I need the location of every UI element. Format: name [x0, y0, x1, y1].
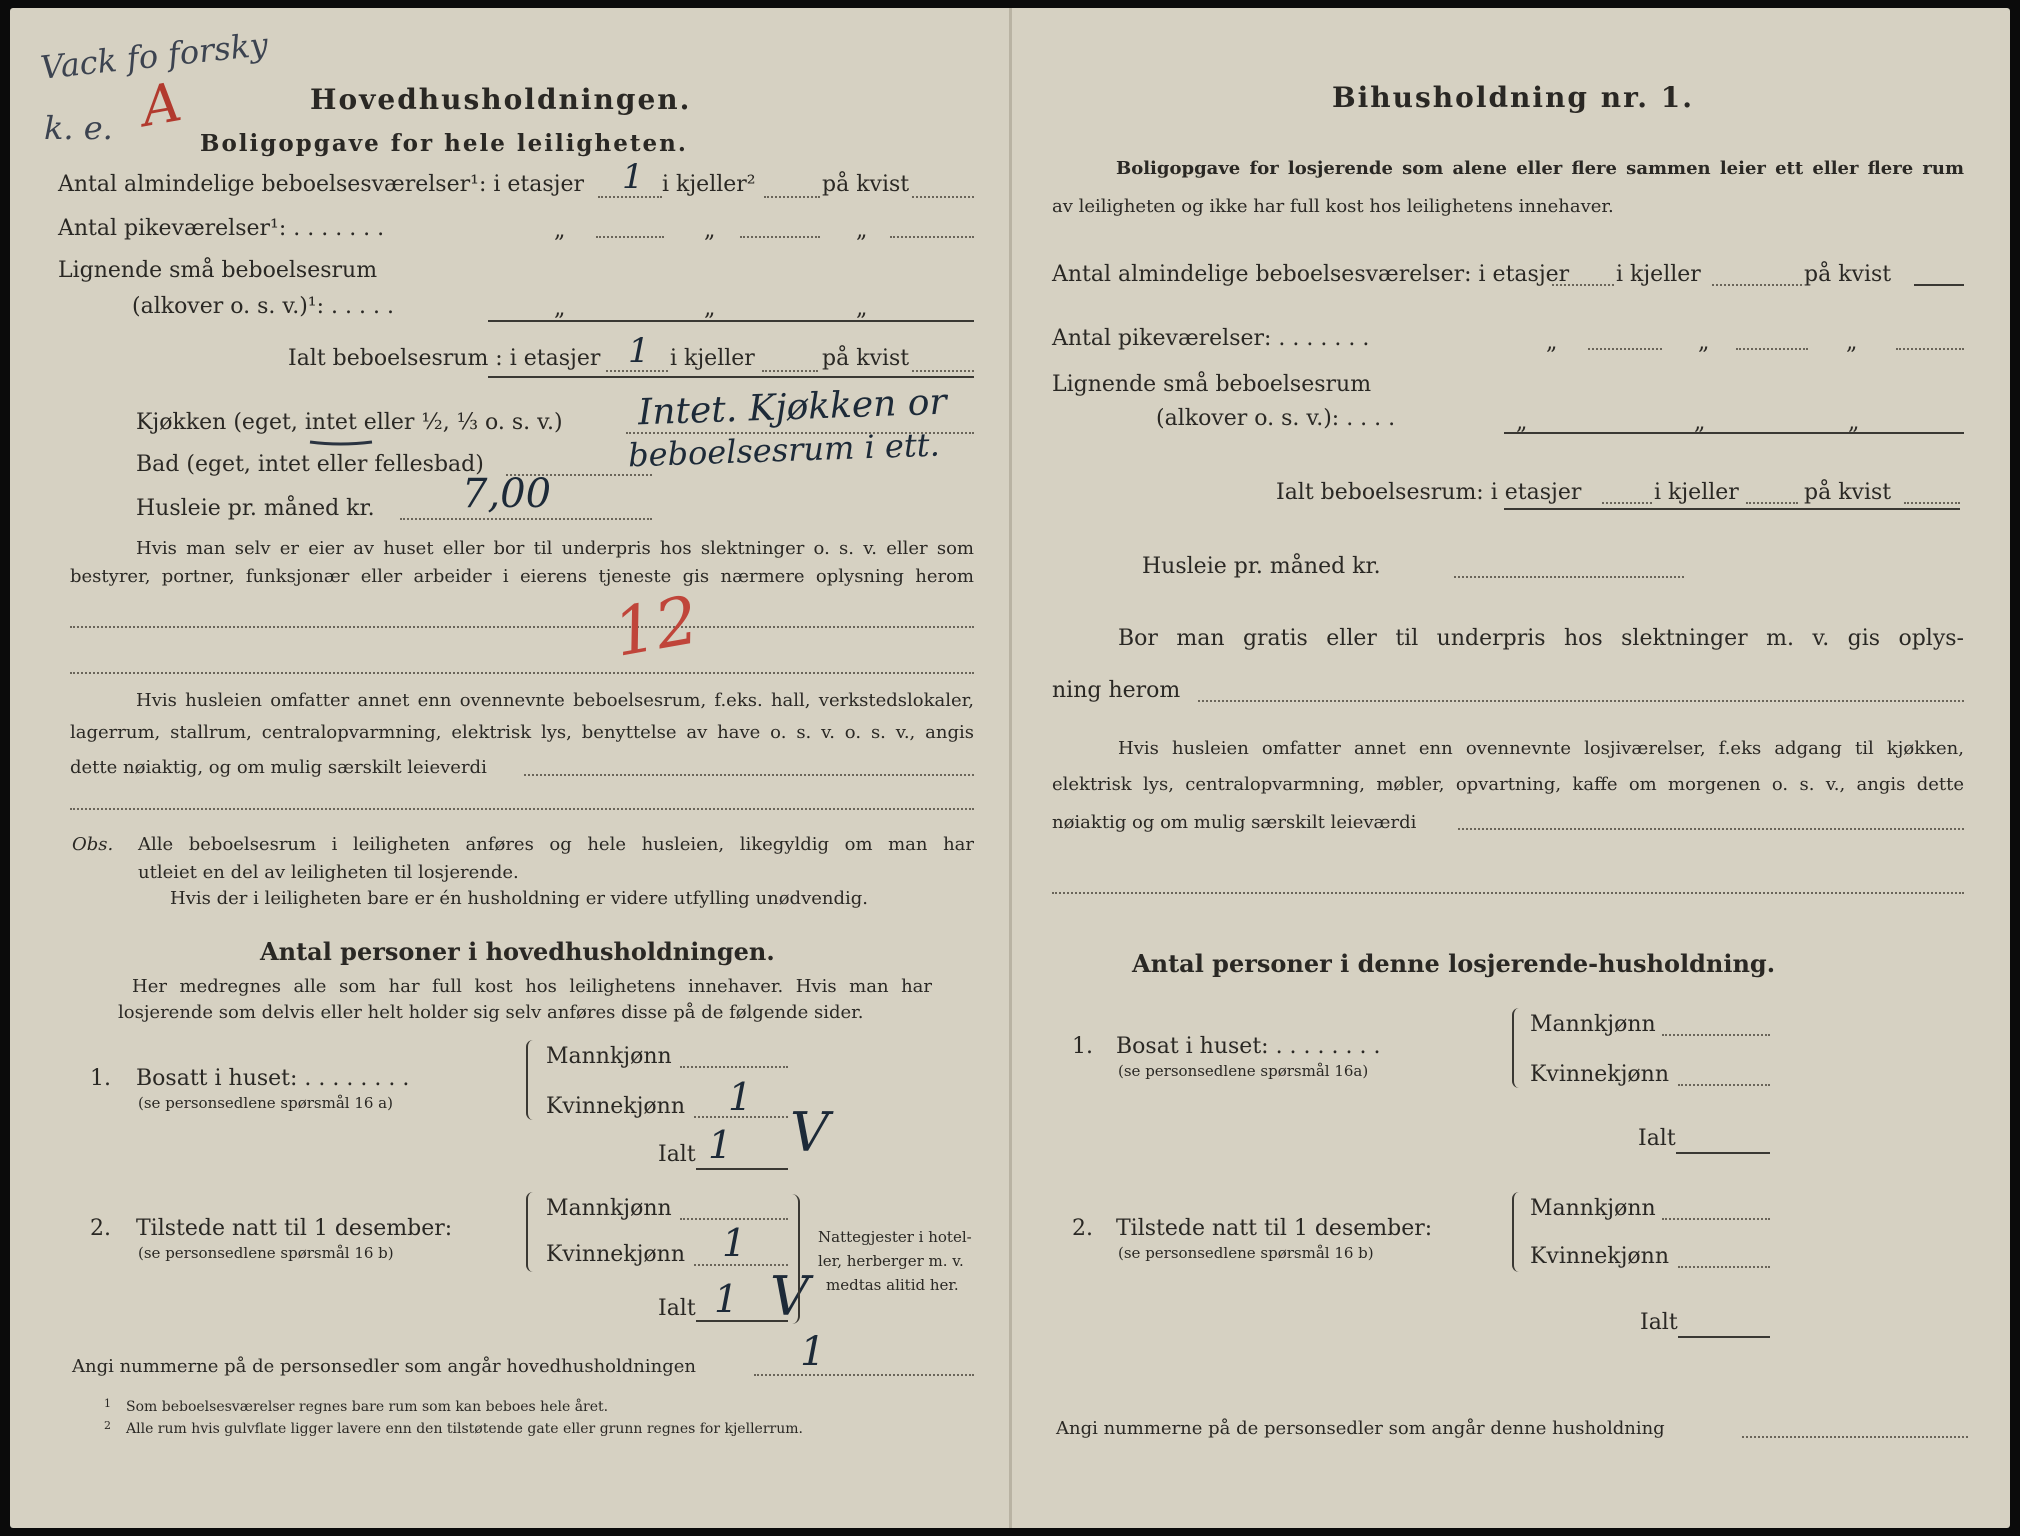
q2-right-brace	[784, 1194, 800, 1324]
rooms-total-kjeller-label: i kjeller	[670, 346, 755, 371]
q2-number: 2.	[90, 1216, 111, 1241]
right-q2-female: Kvinnekjønn	[1530, 1244, 1669, 1269]
right-row2-line3	[1896, 348, 1964, 350]
footnote1: Som beboelsesværelser regnes bare rum som kan beboes hele året.	[126, 1399, 609, 1415]
right-includes-line3-line	[1458, 828, 1964, 830]
q1-total-line	[696, 1168, 788, 1170]
obs-line3: Hvis der i leiligheten bare er én husholdning er videre utfylling unødvendig.	[170, 888, 869, 909]
rent-line	[400, 518, 652, 520]
q1-check-mark: V	[790, 1101, 829, 1164]
right-row2-line1	[1588, 348, 1662, 350]
right-intro-line1: Boligopgave for losjerende som alene eller flere sammen leier ett eller flere rum	[1116, 158, 1964, 179]
owner-note-line1: Hvis man selv er eier av huset eller bor til underpris hos slektninger o. s. v. eller som	[136, 538, 974, 559]
right-q2-label: Tilstede natt til 1 desember:	[1116, 1216, 1433, 1241]
rooms-total-kvist-line	[912, 370, 974, 372]
rooms-row3-label2: (alkover o. s. v.)¹: . . . . .	[132, 294, 394, 319]
right-free-line2: ning herom	[1052, 678, 1181, 703]
right-q1-female-line	[1678, 1084, 1770, 1086]
q1-total-value: 1	[708, 1123, 733, 1167]
guests-note-line1: Nattegjester i hotel-	[818, 1228, 972, 1246]
right-numbers-line	[1742, 1436, 1968, 1438]
right-total-kjeller-line	[1746, 502, 1798, 504]
q1-male-line	[680, 1066, 788, 1068]
q2-sub: (se personsedlene spørsmål 16 b)	[138, 1244, 394, 1262]
obs-line1: Alle beboelsesrum i leiligheten anføres og hele husleien, likegyldig om man har	[138, 834, 974, 855]
footnote2: Alle rum hvis gulvflate ligger lavere enn den tilstøtende gate eller grunn regnes for kjellerrum.	[126, 1421, 803, 1437]
q1-number: 1.	[90, 1066, 111, 1091]
right-row1-kvist: på kvist	[1804, 262, 1892, 287]
right-row2-line2	[1736, 348, 1808, 350]
q2-female-label: Kvinnekjønn	[546, 1242, 685, 1267]
right-row3-sum-line	[1504, 432, 1964, 434]
numbers-label: Angi nummerne på de personsedler som angår hovedhusholdningen	[72, 1356, 696, 1377]
right-q1-label: Bosat i huset: . . . . . . . .	[1116, 1034, 1381, 1059]
right-row1-kjeller-line	[1712, 284, 1802, 286]
right-q2-male: Mannkjønn	[1530, 1196, 1656, 1221]
guests-note-line2: ler, herberger m. v.	[818, 1252, 964, 1270]
q2-male-line	[680, 1218, 788, 1220]
rooms-row1-kvist-label: på kvist	[822, 172, 910, 197]
q1-label: Bosatt i huset: . . . . . . . .	[136, 1066, 410, 1091]
obs-label: Obs.	[72, 834, 114, 855]
right-persons-title: Antal personer i denne losjerende-husholdning.	[1132, 949, 1776, 978]
footnote1-num: 1	[104, 1397, 111, 1410]
q2-total-label: Ialt	[658, 1296, 696, 1321]
right-q2-number: 2.	[1072, 1216, 1093, 1241]
right-q2-total: Ialt	[1640, 1310, 1678, 1335]
rooms-row3-ditto3: „	[856, 296, 868, 321]
q2-total-value: 1	[714, 1277, 739, 1321]
rooms-row1-label: Antal almindelige beboelsesværelser¹: i etasjer	[58, 172, 585, 197]
q1-total-label: Ialt	[658, 1142, 696, 1167]
right-q1-female: Kvinnekjønn	[1530, 1062, 1669, 1087]
right-row2-label: Antal pikeværelser: . . . . . . .	[1052, 326, 1370, 351]
right-free-line1: Bor man gratis eller til underpris hos slektninger m. v. gis oplys-	[1118, 626, 1964, 651]
numbers-value: 1	[800, 1329, 826, 1375]
rooms-row2-ditto1: „	[554, 218, 566, 243]
right-q1-total-line	[1676, 1152, 1770, 1154]
right-free-line	[1198, 700, 1964, 702]
q2-male-label: Mannkjønn	[546, 1196, 672, 1221]
right-row1-etasjer-line	[1552, 284, 1614, 286]
includes-extra-line	[70, 808, 974, 810]
rooms-total-etasjer-line	[606, 370, 668, 372]
right-row1-label: Antal almindelige beboelsesværelser: i etasjer	[1052, 262, 1570, 287]
includes-line3: dette nøiaktig, og om mulig særskilt leieverdi	[70, 757, 487, 778]
bath-label: Bad (eget, intet eller fellesbad)	[136, 452, 484, 477]
q1-male-label: Mannkjønn	[546, 1044, 672, 1069]
numbers-line	[754, 1374, 974, 1376]
right-total-label: Ialt beboelsesrum: i etasjer	[1276, 480, 1582, 505]
rooms-row1-kvist-line	[912, 196, 974, 198]
rooms-total-etasjer-value: 1	[628, 331, 650, 371]
right-page-bihusholdning	[1012, 8, 2010, 1528]
q1-female-value: 1	[728, 1075, 753, 1119]
right-q1-sub: (se personsedlene spørsmål 16a)	[1118, 1062, 1369, 1080]
right-total-kjeller: i kjeller	[1654, 480, 1739, 505]
q1-brace	[526, 1040, 540, 1120]
rooms-row2-line1	[596, 236, 664, 238]
right-q2-female-line	[1678, 1266, 1770, 1268]
pencil-annotation-line1: Vack fo forsky	[38, 25, 270, 87]
owner-note-line-b	[70, 672, 974, 674]
right-row2-ditto3: „	[1846, 330, 1858, 355]
q2-check-mark: V	[770, 1265, 809, 1328]
right-q1-brace	[1512, 1008, 1526, 1088]
right-intro-line2: av leiligheten og ikke har full kost hos leilighetens innehaver.	[1052, 196, 1614, 217]
rooms-row1-kjeller-line	[764, 196, 820, 198]
guests-note-line3: medtas alitid her.	[826, 1276, 959, 1294]
owner-note-line-a	[70, 626, 974, 628]
left-title: Hovedhusholdningen.	[310, 83, 692, 116]
rooms-row3-ditto1: „	[554, 296, 566, 321]
right-q1-number: 1.	[1072, 1034, 1093, 1059]
right-total-etasjer-line	[1602, 502, 1652, 504]
right-numbers-label: Angi nummerne på de personsedler som angår denne husholdning	[1056, 1418, 1665, 1439]
census-form-sheet	[10, 8, 2010, 1528]
right-title: Bihusholdning nr. 1.	[1332, 81, 1694, 114]
rooms-row1-kjeller-label: i kjeller²	[662, 172, 756, 197]
right-q2-total-line	[1678, 1336, 1770, 1338]
rooms-row3-sum-line	[488, 320, 974, 322]
right-row3-label1: Lignende små beboelsesrum	[1052, 372, 1372, 397]
right-q1-male: Mannkjønn	[1530, 1012, 1656, 1037]
right-row1-kvist-line	[1914, 284, 1964, 286]
right-row3-ditto3: „	[1848, 410, 1860, 435]
right-q2-brace	[1512, 1192, 1526, 1272]
q2-female-value: 1	[722, 1221, 747, 1265]
right-row3-ditto1: „	[1516, 410, 1528, 435]
right-row1-kjeller: i kjeller	[1616, 262, 1701, 287]
right-rent-line	[1454, 576, 1684, 578]
right-row3-label2: (alkover o. s. v.): . . . .	[1156, 406, 1396, 431]
obs-line2: utleiet en del av leiligheten til losjerende.	[138, 862, 519, 883]
rooms-row2-ditto3: „	[856, 218, 868, 243]
right-q2-sub: (se personsedlene spørsmål 16 b)	[1118, 1244, 1374, 1262]
right-q2-male-line	[1662, 1218, 1770, 1220]
red-pencil-mark: A	[136, 70, 187, 139]
right-row2-ditto1: „	[1546, 330, 1558, 355]
rooms-row1-etasjer-value: 1	[622, 157, 644, 197]
owner-note-line2: bestyrer, portner, funksjonær eller arbeider i eierens tjeneste gis nærmere oplysning herom	[70, 566, 974, 587]
right-total-underline	[1504, 508, 1960, 510]
rooms-total-kjeller-line	[762, 370, 818, 372]
rooms-row2-line2	[740, 236, 820, 238]
persons-note-line1: Her medregnes alle som har full kost hos leilighetens innehaver. Hvis man har	[132, 976, 932, 997]
q2-label: Tilstede natt til 1 desember:	[136, 1216, 453, 1241]
q1-female-label: Kvinnekjønn	[546, 1094, 685, 1119]
rooms-total-label: Ialt beboelsesrum : i etasjer	[288, 346, 601, 371]
left-page-hovedhusholdning	[10, 8, 1010, 1528]
right-total-kvist: på kvist	[1804, 480, 1892, 505]
left-subtitle: Boligopgave for hele leiligheten.	[200, 130, 688, 157]
pencil-annotation-line2: k. e.	[44, 109, 113, 147]
right-row3-ditto2: „	[1694, 410, 1706, 435]
includes-line3-line	[524, 774, 974, 776]
right-rent-label: Husleie pr. måned kr.	[1142, 554, 1381, 579]
footnote2-num: 2	[104, 1419, 111, 1432]
right-q1-male-line	[1662, 1034, 1770, 1036]
right-includes-line1: Hvis husleien omfatter annet enn ovennevnte losjiværelser, f.eks adgang til kjøkken,	[1118, 738, 1964, 759]
rooms-row3-label1: Lignende små beboelsesrum	[58, 258, 378, 283]
right-row2-ditto2: „	[1698, 330, 1710, 355]
right-q1-total: Ialt	[1638, 1126, 1676, 1151]
right-includes-line3: nøiaktig og om mulig særskilt leieværdi	[1052, 812, 1417, 833]
includes-line2: lagerrum, stallrum, centralopvarmning, elektrisk lys, benyttelse av have o. s. v. o. s. v., angis	[70, 722, 974, 743]
rent-value: 7,00	[462, 471, 552, 517]
kitchen-label: Kjøkken (eget, intet eller ½, ⅓ o. s. v.)	[136, 410, 563, 435]
rooms-row2-line3	[890, 236, 974, 238]
right-total-kvist-line	[1904, 502, 1960, 504]
persons-note-line2: losjerende som delvis eller helt holder sig selv anføres disse på de følgende sider.	[118, 1002, 864, 1023]
red-number-annotation: 12	[607, 581, 704, 672]
rooms-row2-label: Antal pikeværelser¹: . . . . . . .	[58, 216, 385, 241]
right-includes-line2: elektrisk lys, centralopvarmning, møbler, opvartning, kaffe om morgenen o. s. v., angis dette	[1052, 774, 1964, 795]
rooms-row3-ditto2: „	[704, 296, 716, 321]
right-includes-extra-line	[1052, 892, 1964, 894]
q2-brace	[526, 1192, 540, 1272]
rent-label: Husleie pr. måned kr.	[136, 496, 375, 521]
kitchen-value-line2: beboelsesrum i ett.	[627, 425, 941, 475]
q1-sub: (se personsedlene spørsmål 16 a)	[138, 1094, 393, 1112]
rooms-total-kvist-label: på kvist	[822, 346, 910, 371]
kitchen-value-line1: Intet. Kjøkken or	[637, 381, 948, 434]
rooms-row2-ditto2: „	[704, 218, 716, 243]
rooms-total-underline	[488, 376, 974, 378]
includes-line1: Hvis husleien omfatter annet enn ovennevnte beboelsesrum, f.eks. hall, verkstedslokaler,	[136, 690, 974, 711]
persons-title: Antal personer i hovedhusholdningen.	[260, 937, 775, 966]
